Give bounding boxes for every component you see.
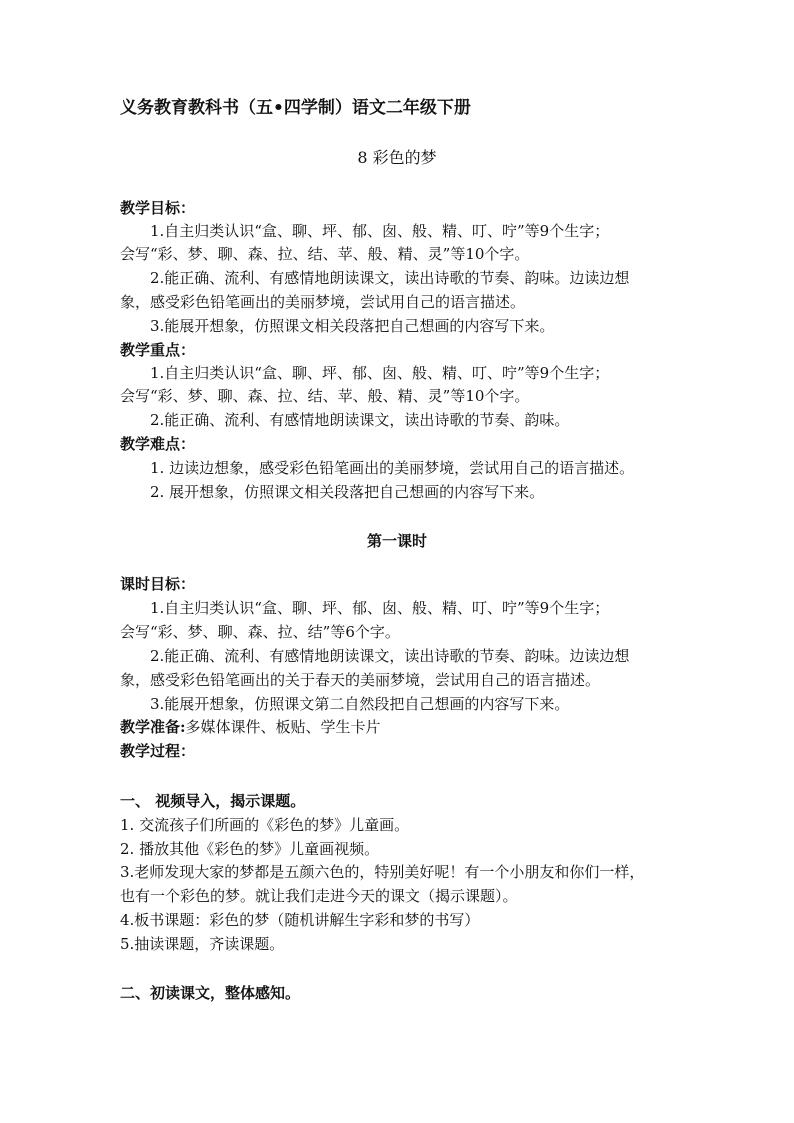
key-points-item-2: 2.能正确、流利、有感情地朗读课文，读出诗歌的节奏、韵味。 [150,411,570,429]
goals-item-1b: 会写“彩、梦、聊、森、拉、结、苹、般、精、灵”等10个字。 [120,245,530,263]
goals-item-2b: 象，感受彩色铅笔画出的美丽梦境，尝试用自己的语言描述。 [120,293,526,311]
goals-item-1a: 1.自主归类认识“盒、聊、坪、郁、囱、般、精、叮、咛”等9个生字； [150,222,610,240]
key-points-item-1a: 1.自主归类认识“盒、聊、坪、郁、囱、般、精、叮、咛”等9个生字； [150,364,610,382]
section-1-item-3a: 3.老师发现大家的梦都是五颜六色的，特别美好呢！有一个小朋友和你们一样， [120,863,645,881]
difficulties-heading: 教学难点： [120,435,196,453]
goals-item-2a: 2.能正确、流利、有感情地朗读课文，读出诗歌的节奏、韵味。边读边想 [150,269,630,287]
section-1-item-1: 1. 交流孩子们所画的《彩色的梦》儿童画。 [120,816,410,834]
key-points-item-1b: 会写“彩、梦、聊、森、拉、结、苹、般、精、灵”等10个字。 [120,387,530,405]
first-lesson-title: 第一课时 [366,532,427,550]
section-2-heading: 二、初读课文，整体感知。 [120,984,301,1002]
section-1-heading: 一、 视频导入，揭示课题。 [120,792,306,810]
document-title: 义务教育教科书（五•四学制）语文二年级下册 [120,98,471,118]
difficulties-item-2: 2. 展开想象，仿照课文相关段落把自己想画的内容写下来。 [150,483,545,501]
period-goals-item-2b: 象，感受彩色铅笔画出的关于春天的美丽梦境，尝试用自己的语言描述。 [120,671,601,689]
section-1-item-3b: 也有一个彩色的梦。就让我们走进今天的课文（揭示课题）。 [120,887,518,905]
key-points-heading: 教学重点： [120,341,196,359]
period-goals-item-1b: 会写“彩、梦、聊、森、拉、结”等6个字。 [120,623,400,641]
lesson-title: 8 彩色的梦 [357,148,437,167]
period-goals-item-2a: 2.能正确、流利、有感情地朗读课文，读出诗歌的节奏、韵味。边读边想 [150,647,630,665]
section-1-item-5: 5.抽读课题，齐读课题。 [120,935,285,953]
teaching-prep [120,717,680,737]
period-goals-item-3: 3.能展开想象，仿照课文第二自然段把自己想画的内容写下来。 [150,695,570,713]
difficulties-item-1: 1. 边读边想象，感受彩色铅笔画出的美丽梦境，尝试用自己的语言描述。 [150,459,635,477]
period-goals-heading: 课时目标： [120,575,196,593]
section-1-item-4: 4.板书课题：彩色的梦（随机讲解生字彩和梦的书写） [120,911,480,929]
goals-item-3: 3.能展开想象，仿照课文相关段落把自己想画的内容写下来。 [150,317,555,335]
teaching-prep-label: 教学准备: [120,718,186,736]
teaching-prep-text: 多媒体课件、板贴、学生卡片 [185,718,381,736]
process-heading: 教学过程： [120,742,196,760]
goals-heading: 教学目标： [120,199,196,217]
period-goals-item-1a: 1.自主归类认识“盒、聊、坪、郁、囱、般、精、叮、咛”等9个生字； [150,599,610,617]
section-1-item-2: 2. 播放其他《彩色的梦》儿童画视频。 [120,840,380,858]
